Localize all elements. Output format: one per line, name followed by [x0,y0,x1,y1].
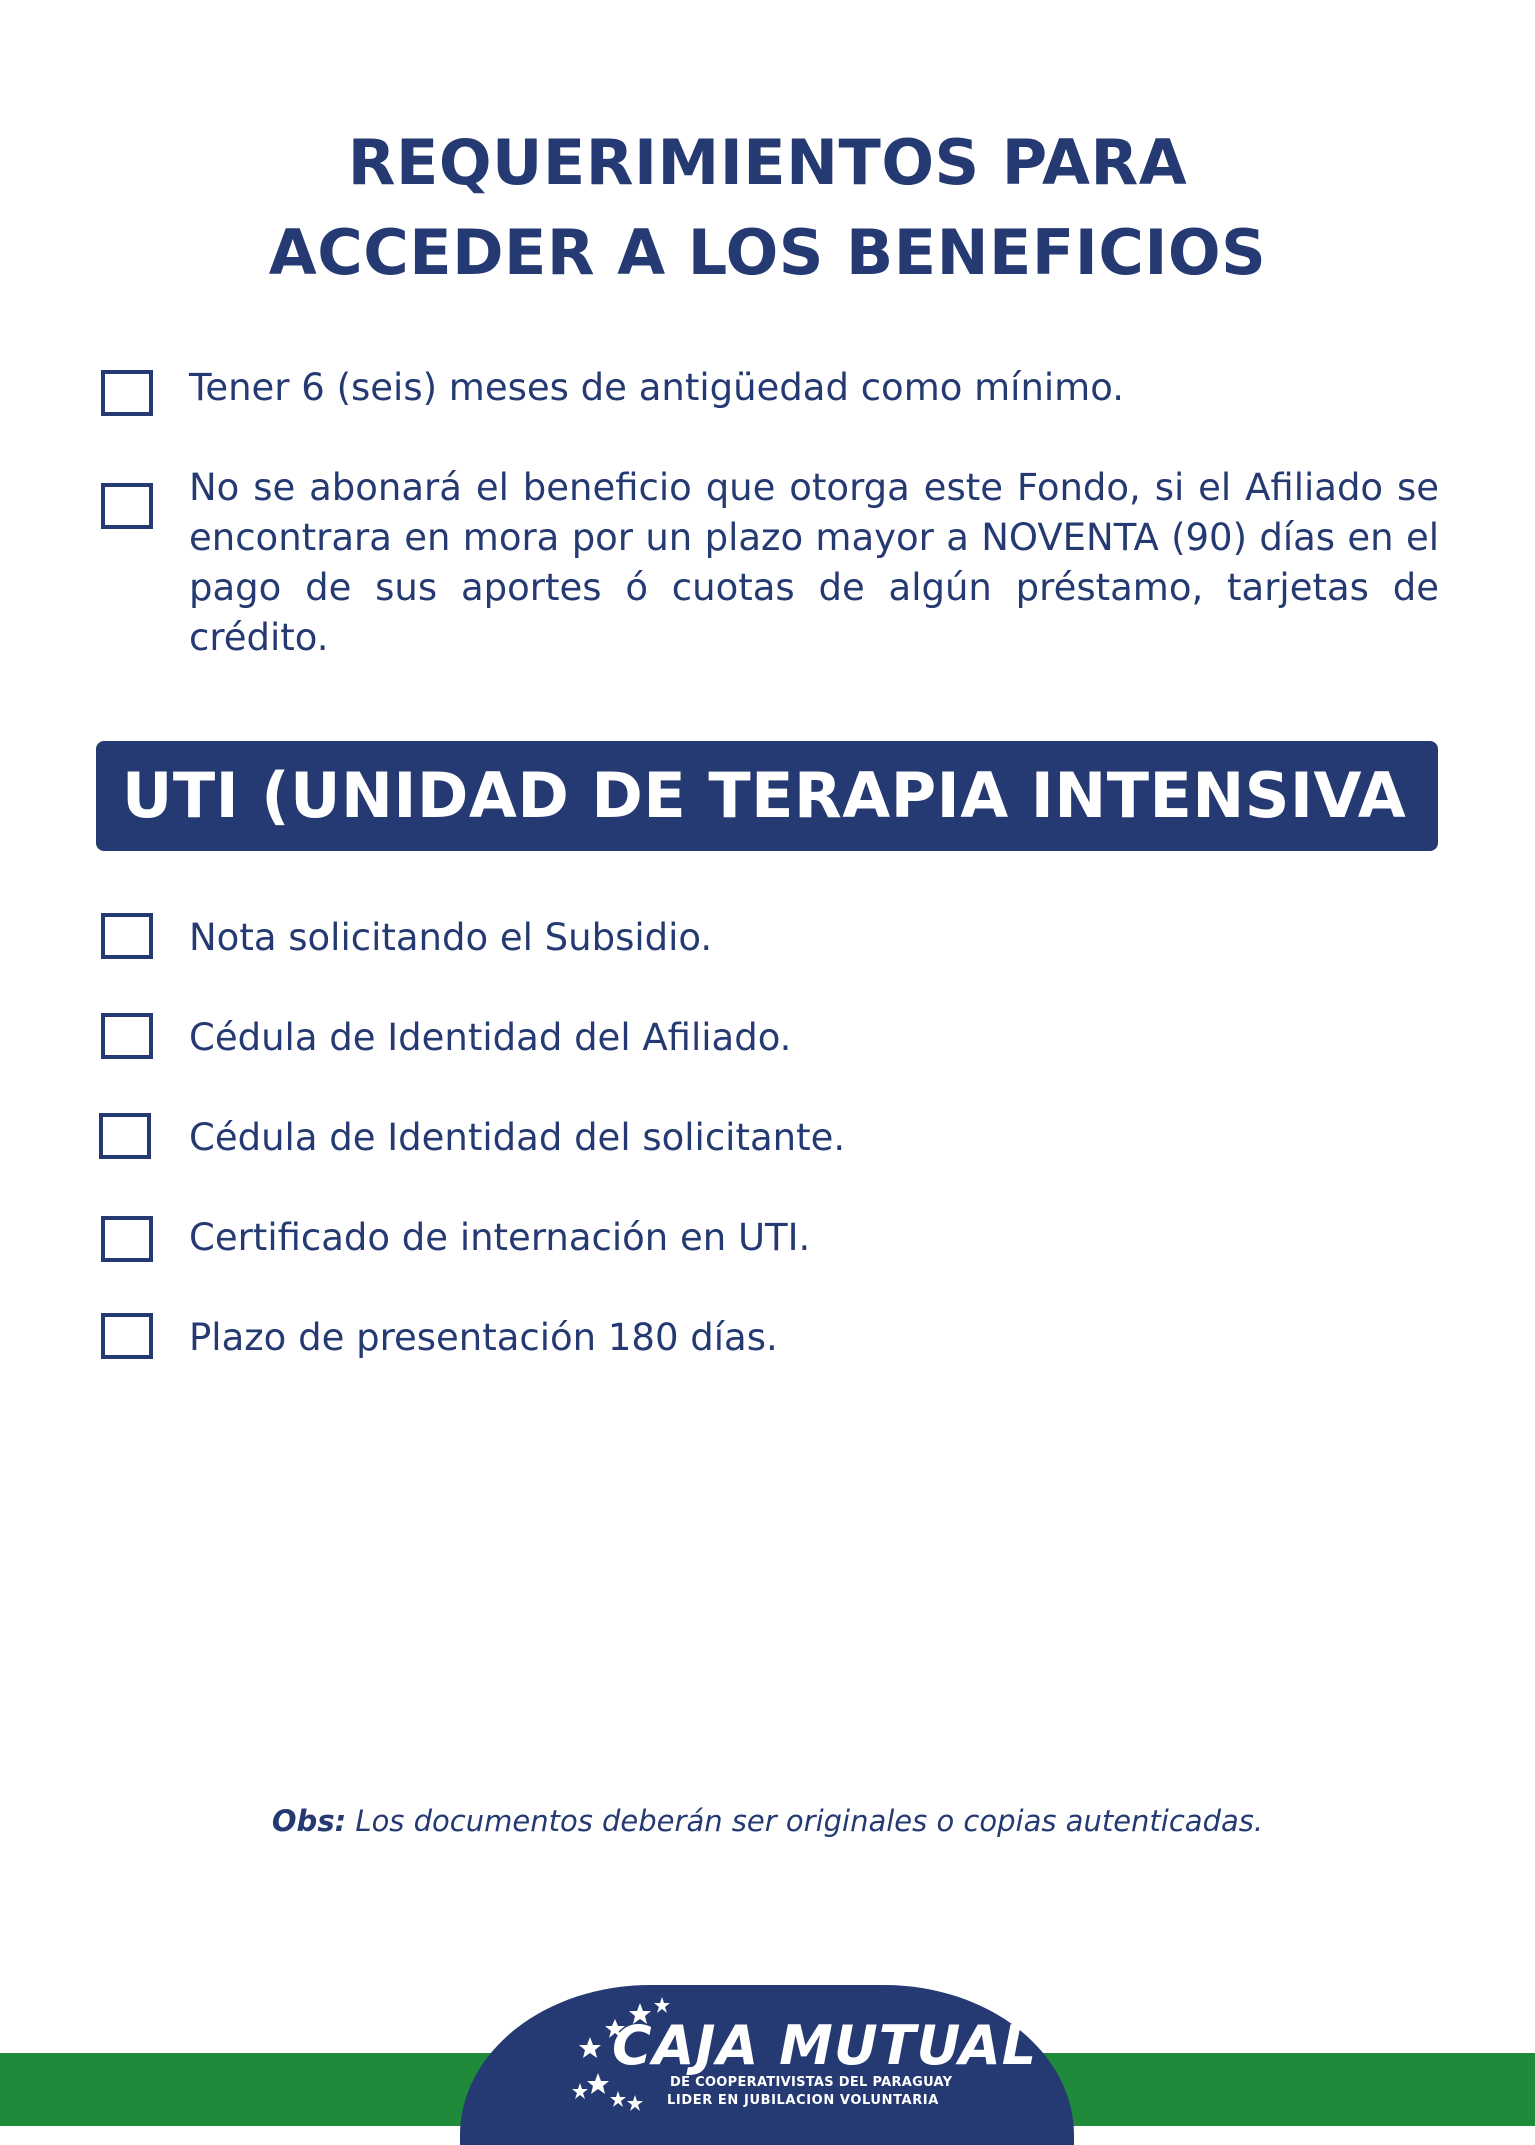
requirement-text: Cédula de Identidad del solicitante. [189,1116,846,1159]
logo-subtitle: DE COOPERATIVISTAS DEL PARAGUAY [670,2075,953,2090]
checkbox[interactable] [101,483,153,529]
checkbox[interactable] [101,1013,153,1059]
observation-text: Los documentos deberán ser originales o copias autenticadas. [346,1804,1264,1838]
requirement-text: Nota solicitando el Subsidio. [189,916,713,959]
requirement-text: No se abonará el beneficio que otorga este Fondo, si el Afiliado se encontrara en mora por un plazo mayor a NOVENTA (90) días en el pago de sus aportes ó cuotas de algún préstamo, tarjetas de crédito. [189,466,1439,659]
section-title: UTI (UNIDAD DE TERAPIA INTENSIVA [122,759,1407,832]
logo-name: CAJA MUTUAL [612,2014,1038,2077]
page-title-line-1: REQUERIMIENTOS PARA [347,126,1188,199]
checkbox[interactable] [101,1216,153,1262]
logo-tagline: LIDER EN JUBILACION VOLUNTARIA [667,2093,939,2108]
checkbox[interactable] [101,370,153,416]
page-title-line-2: ACCEDER A LOS BENEFICIOS [268,216,1267,289]
section-banner [96,741,1438,851]
requirement-text: Certificado de internación en UTI. [189,1216,811,1259]
checkbox[interactable] [101,1313,153,1359]
checkbox[interactable] [99,1113,151,1159]
observation-label: Obs: [271,1804,347,1838]
checkbox[interactable] [101,913,153,959]
requirement-text: Tener 6 (seis) meses de antigüedad como mínimo. [189,366,1124,409]
observation-note [0,1804,1535,1838]
requirement-text: Cédula de Identidad del Afiliado. [189,1016,792,1059]
page-title [0,118,1535,298]
requirement-text: Plazo de presentación 180 días. [189,1316,778,1359]
